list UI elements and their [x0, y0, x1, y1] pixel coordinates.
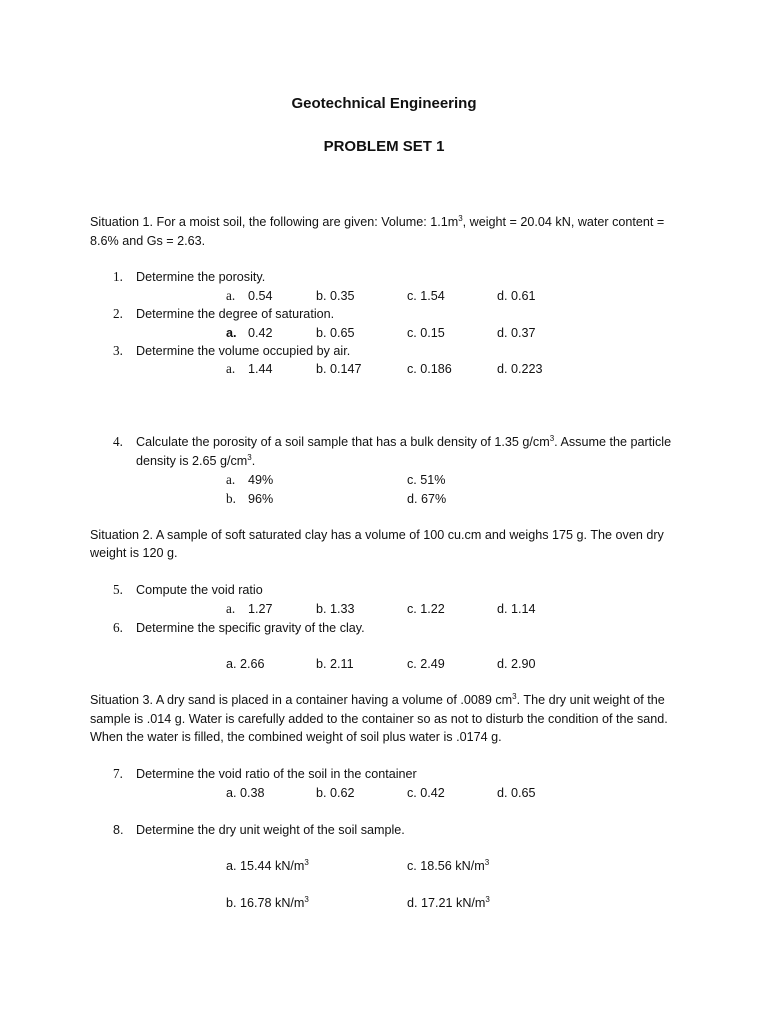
choice-letter: a.: [226, 601, 236, 616]
choice-c: c. 0.186: [407, 362, 452, 376]
question-text: Compute the void ratio: [136, 583, 263, 597]
choice-c: c. 2.49: [407, 657, 445, 671]
choice-letter: b.: [226, 491, 236, 506]
choice-a: a. 2.66: [226, 657, 265, 671]
choice-a: 49%: [248, 473, 274, 487]
question-number: 2.: [113, 306, 123, 321]
choice-letter: a.: [226, 288, 236, 303]
question-text: Determine the porosity.: [136, 270, 266, 284]
question-number: 5.: [113, 582, 123, 597]
situation-3-line-1: Situation 3. A dry sand is placed in a container having a volume of .0089 $cm^3$. The dry unit weight of the: [90, 692, 665, 707]
choice-c: c. 0.15: [407, 326, 445, 340]
situation-3-line-3: When the water is filled, the combined weight of soil plus water is .0174 g.: [90, 730, 502, 744]
choice-c: c. 51%: [407, 473, 446, 487]
question-number: 8.: [113, 823, 124, 837]
choice-d: d. 0.37: [497, 326, 536, 340]
question-text-line-1: Calculate the porosity of a soil sample that has a bulk density of 1.35 $g/cm^3$. Assume the particle: [136, 434, 672, 449]
choice-a: 0.54: [248, 289, 273, 303]
choice-a: 0.42: [248, 326, 273, 340]
question-text: Determine the specific gravity of the clay.: [136, 621, 365, 635]
question-text-line-2: density is 2.65 $g/cm^3$.: [136, 453, 256, 468]
question-text: Determine the degree of saturation.: [136, 307, 335, 321]
choice-c: c. 18.56 $kN/m^3$: [407, 858, 490, 873]
choice-b: 96%: [248, 492, 274, 506]
choice-letter: a.: [226, 326, 237, 340]
situation-3-line-2: sample is .014 g. Water is carefully added to the container so as not to disturb the condition of the sand.: [90, 712, 668, 726]
situation-1-line-1: Situation 1. For a moist soil, the following are given: Volume: $1.1m^3$, weight = 20.04 kN, water content =: [90, 214, 665, 229]
choice-d: d. 0.65: [497, 786, 536, 800]
question-number: 7.: [113, 766, 123, 781]
choice-a: 1.27: [248, 602, 273, 616]
situation-2-line-2: weight is 120 g.: [90, 546, 178, 560]
choice-d: d. 0.61: [497, 289, 536, 303]
question-number: 4.: [113, 434, 123, 449]
question-number: 6.: [113, 620, 123, 635]
choice-d: d. 0.223: [497, 362, 543, 376]
question-text: Determine the void ratio of the soil in the container: [136, 767, 417, 781]
choice-b: b. 1.33: [316, 602, 355, 616]
question-text: Determine the volume occupied by air.: [136, 344, 351, 358]
document-title: Geotechnical Engineering: [291, 95, 477, 112]
question-text: Determine the dry unit weight of the soil sample.: [136, 823, 405, 837]
choice-c: c. 0.42: [407, 786, 445, 800]
choice-d: d. 1.14: [497, 602, 536, 616]
situation-1-line-2: 8.6% and Gs = 2.63.: [90, 234, 206, 248]
choice-c: c. 1.54: [407, 289, 445, 303]
situation-2-line-1: Situation 2. A sample of soft saturated clay has a volume of 100 cu.cm and weighs 175 g. The oven dry: [90, 528, 664, 542]
question-number: 1.: [113, 269, 123, 284]
choice-d: d. 67%: [407, 492, 447, 506]
choice-a: 1.44: [248, 362, 273, 376]
choice-b: b. 2.11: [316, 657, 354, 671]
choice-d: d. 2.90: [497, 657, 536, 671]
choice-a: a. 15.44 $kN/m^3$: [226, 858, 309, 873]
choice-c: c. 1.22: [407, 602, 445, 616]
choice-d: d. 17.21 $kN/m^3$: [407, 895, 490, 910]
choice-b: b. 0.65: [316, 326, 355, 340]
choice-a: a. 0.38: [226, 786, 265, 800]
choice-b: b. 0.147: [316, 362, 362, 376]
question-number: 3.: [113, 343, 123, 358]
choice-b: b. 0.62: [316, 786, 355, 800]
choice-b: b. 16.78 $kN/m^3$: [226, 895, 309, 910]
choice-letter: a.: [226, 472, 236, 487]
choice-b: b. 0.35: [316, 289, 355, 303]
choice-letter: a.: [226, 361, 236, 376]
problem-set-heading: PROBLEM SET 1: [323, 138, 445, 155]
